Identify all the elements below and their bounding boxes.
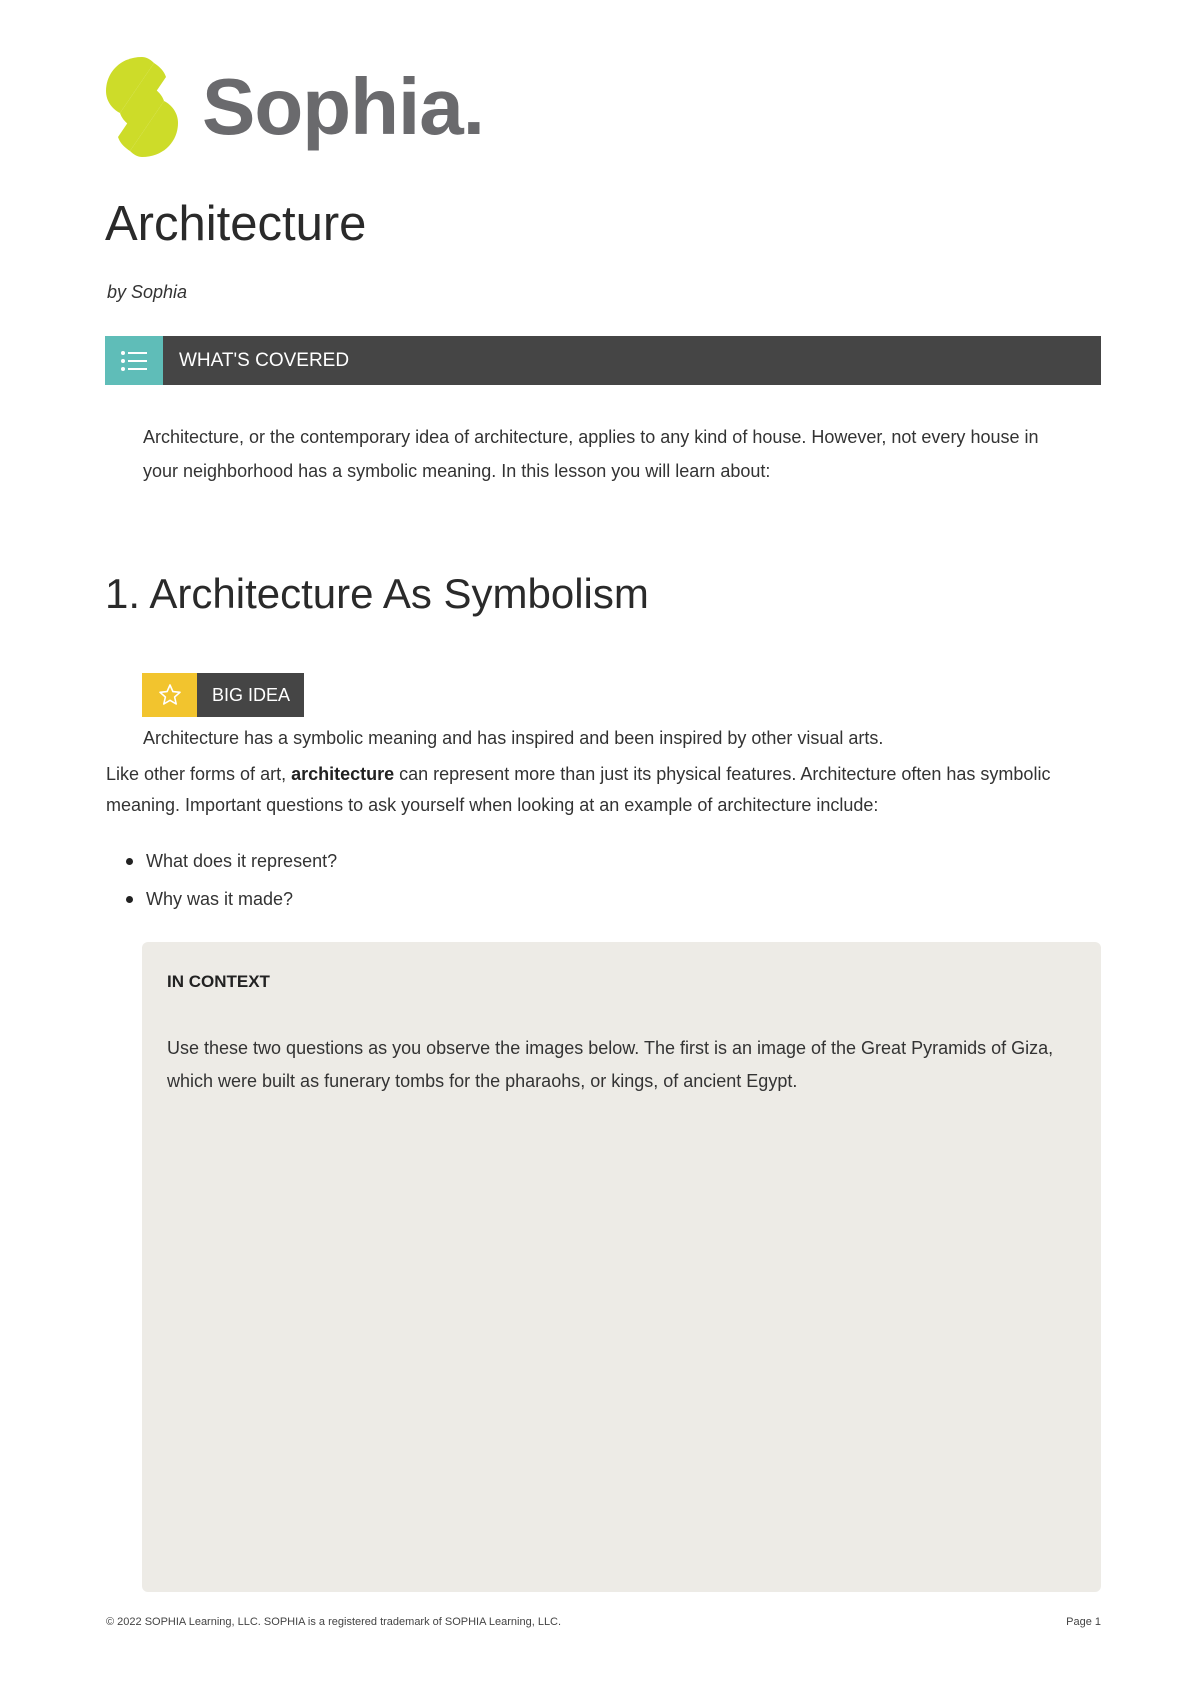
intro-paragraph: Architecture, or the contemporary idea of architecture, applies to any kind of house. However, not every house in your neighborhood has a symbolic meaning. In this lesson you will learn about: bbox=[143, 427, 1039, 481]
page-title: Architecture bbox=[105, 197, 367, 251]
footer-page-number: Page 1 bbox=[1066, 1616, 1101, 1628]
big-idea-text: Architecture has a symbolic meaning and has inspired and been inspired by other visual arts. bbox=[143, 728, 884, 748]
in-context-heading: IN CONTEXT bbox=[167, 972, 270, 991]
in-context-box bbox=[142, 942, 1101, 1592]
bullet-icon bbox=[126, 896, 133, 903]
footer-copyright: © 2022 SOPHIA Learning, LLC. SOPHIA is a registered trademark of SOPHIA Learning, LLC. bbox=[106, 1616, 562, 1628]
sophia-logo bbox=[104, 55, 484, 159]
list-item: What does it represent? bbox=[126, 846, 337, 884]
list-icon bbox=[105, 336, 163, 385]
big-idea-label: BIG IDEA bbox=[197, 673, 304, 717]
in-context-text: Use these two questions as you observe the images below. The first is an image of the Great Pyramids of Giza, which were built as funerary tombs for the pharaohs, or kings, of ancient Egypt. bbox=[167, 1038, 1054, 1091]
sophia-logo-mark-icon bbox=[104, 55, 180, 159]
bullet-icon bbox=[126, 858, 133, 865]
list-item: Why was it made? bbox=[126, 884, 337, 922]
big-idea-badge bbox=[142, 673, 304, 717]
body-paragraph: Like other forms of art, architecture can represent more than just its physical features. Architecture often has symbolic meaning. Important questions to ask yourself when looking at an example of architecture include: bbox=[106, 764, 1051, 815]
sophia-wordmark: Sophia. bbox=[202, 62, 484, 151]
whats-covered-bar bbox=[105, 336, 1101, 385]
star-icon bbox=[142, 673, 197, 717]
whats-covered-label: WHAT'S COVERED bbox=[179, 349, 350, 371]
key-term: architecture bbox=[291, 764, 395, 784]
section-heading: 1. Architecture As Symbolism bbox=[105, 570, 649, 617]
byline: by Sophia bbox=[107, 282, 188, 302]
question-list bbox=[126, 846, 337, 922]
